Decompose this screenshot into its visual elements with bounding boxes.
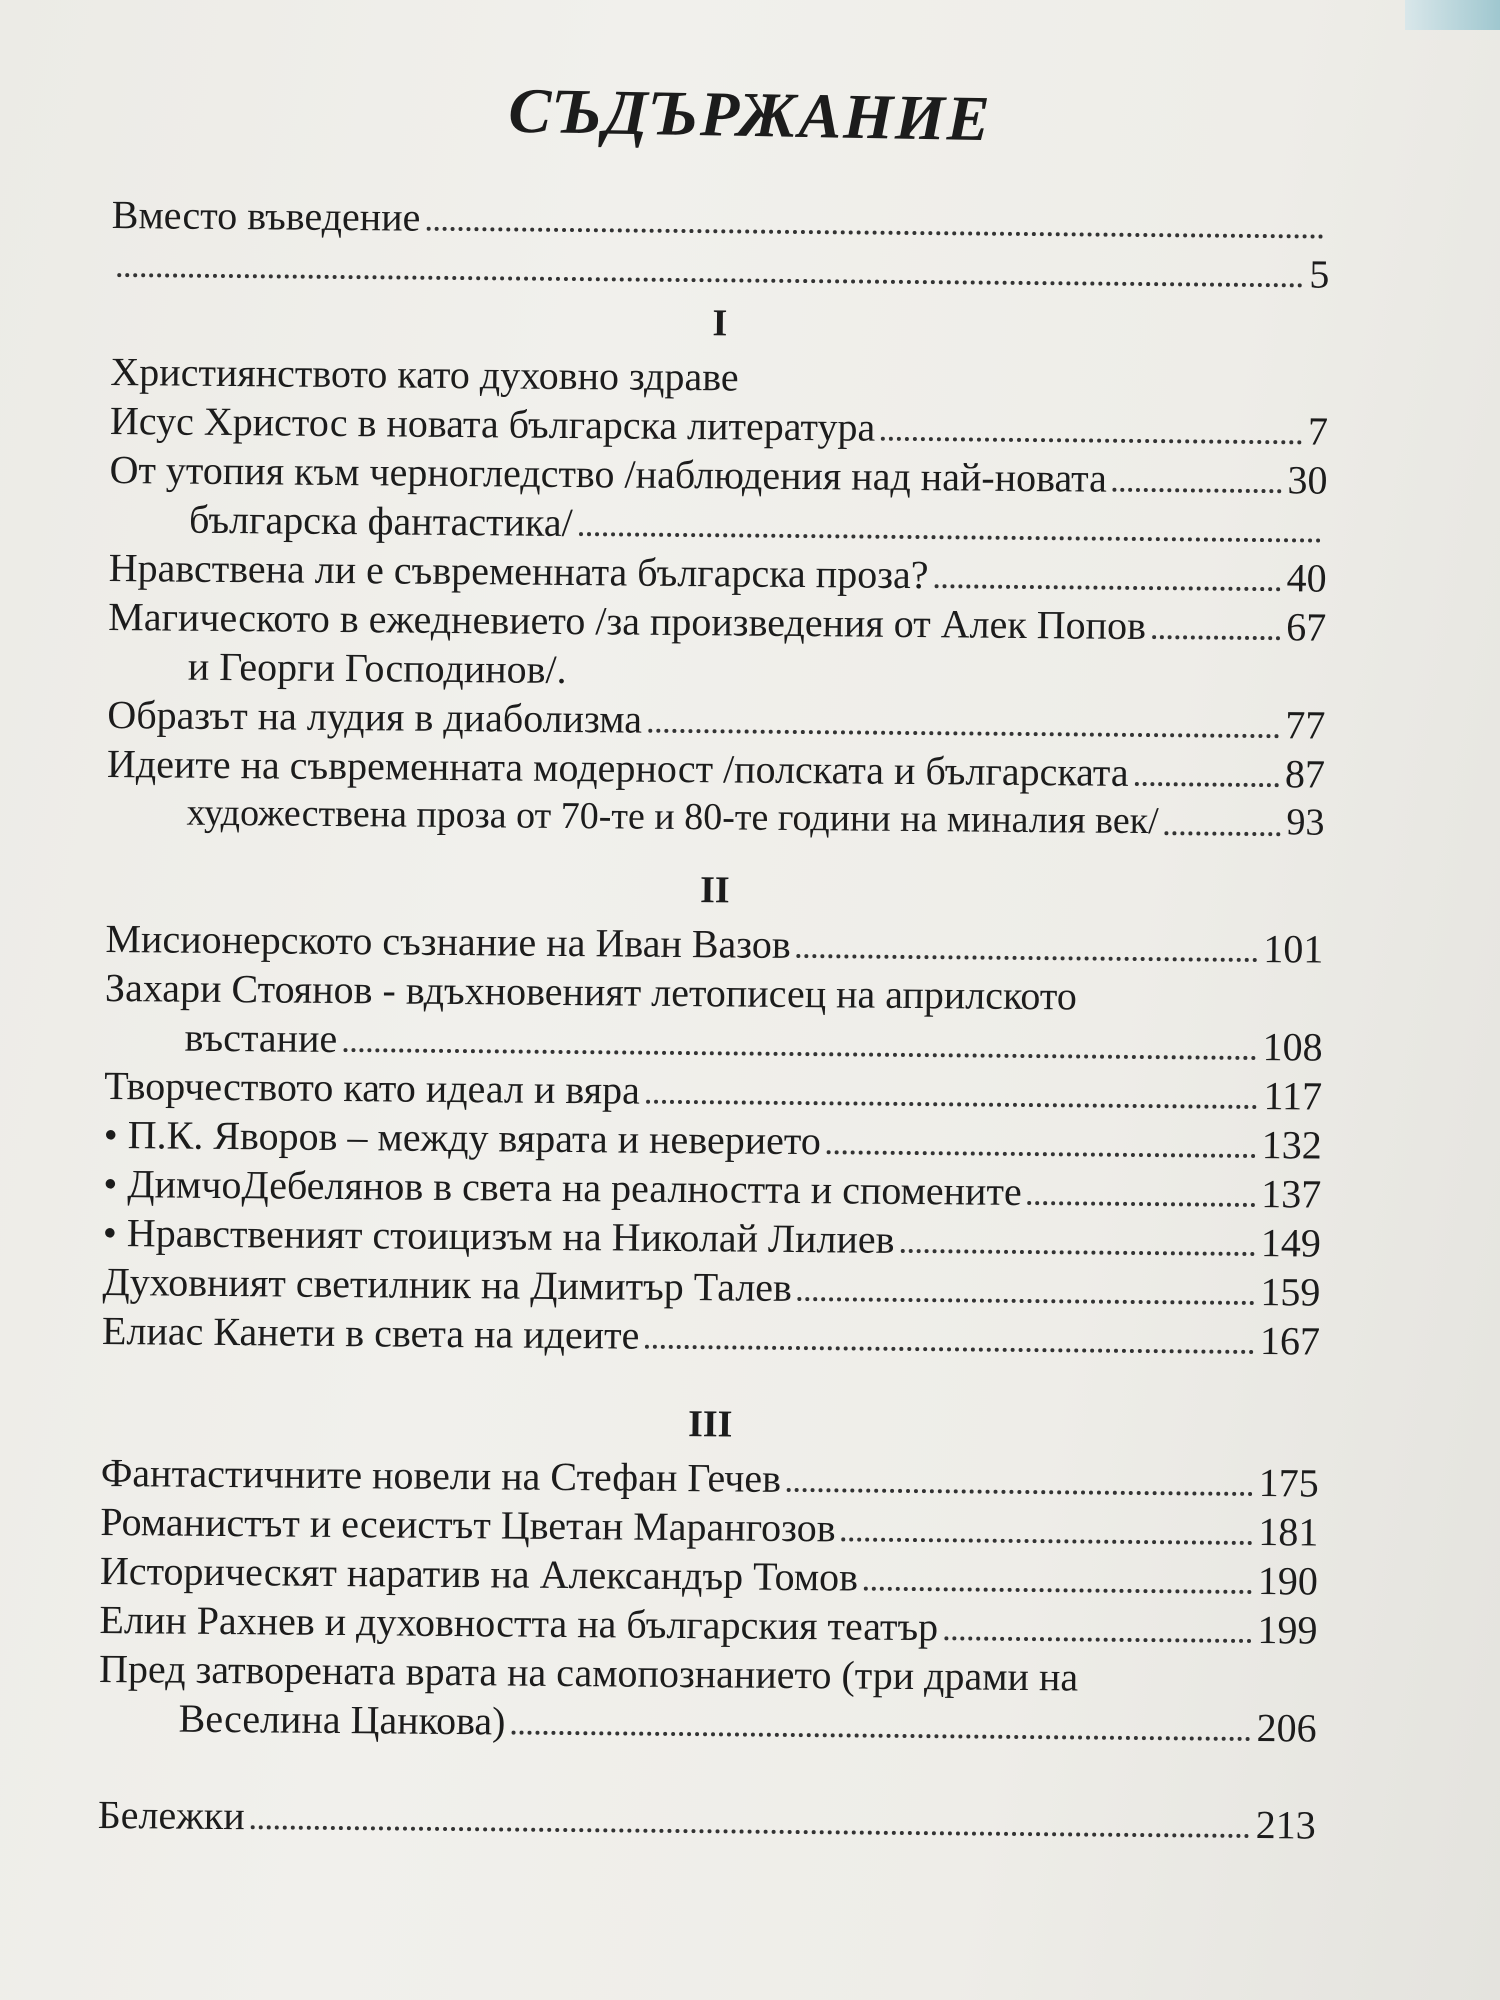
page-number: 87 xyxy=(1284,751,1326,797)
toc-entry-text: Нравствена ли е съвременната българска проза? xyxy=(108,544,929,598)
toc-entry-text: От утопия към черногледство /наблюдения над най-новата xyxy=(109,446,1108,501)
page-number: 159 xyxy=(1260,1269,1321,1315)
toc-entry-text: българска фантастика/ xyxy=(188,496,573,546)
dot-leader xyxy=(426,196,1324,238)
dot-leader xyxy=(511,1700,1250,1740)
dot-leader xyxy=(934,554,1280,591)
table-of-contents xyxy=(98,190,1330,1850)
toc-entry-continuation xyxy=(106,788,1324,848)
toc-entry-text: Елиас Канети в света на идеите xyxy=(101,1307,640,1358)
section-heading: I xyxy=(712,302,728,345)
toc-entry-text: Вместо въведение xyxy=(111,191,421,240)
toc-entry xyxy=(102,1306,1320,1366)
toc-entry-text: и Георги Господинов/. xyxy=(187,643,567,692)
toc-entry-text: Идеите на съвременната модерност /полската и българската xyxy=(106,740,1129,795)
dot-leader xyxy=(1135,751,1280,786)
toc-entry-text: художествена проза от 70-те и 80-те години на миналия век/ xyxy=(186,791,1159,843)
dot-leader xyxy=(827,1120,1256,1158)
dot-leader xyxy=(1028,1171,1256,1207)
dot-leader xyxy=(343,1018,1257,1060)
toc-entry-text: • ДимчоДебелянов в света на реалността и спомените xyxy=(103,1160,1022,1214)
dot-leader xyxy=(944,1606,1252,1643)
dot-leader xyxy=(1152,605,1281,640)
toc-entry-text: Духовният светилник на Димитър Талев xyxy=(102,1258,793,1310)
dot-leader xyxy=(646,1069,1258,1108)
toc-entry-text: Елин Рахнев и духовността на българския театър xyxy=(99,1596,939,1650)
dot-leader xyxy=(881,406,1302,444)
dot-leader xyxy=(645,1314,1254,1353)
toc-entry-text: Романистът и есеистът Цветан Марангозов xyxy=(100,1498,836,1551)
toc-entry-text: въстание xyxy=(184,1014,338,1061)
page-number: 137 xyxy=(1261,1171,1322,1217)
page-number: 108 xyxy=(1262,1024,1323,1070)
toc-entry-text: Магическото в ежедневието /за произведения от Алек Попов xyxy=(108,593,1147,649)
dot-leader xyxy=(251,1795,1250,1838)
dot-leader xyxy=(900,1218,1255,1255)
toc-entry-text: Веселина Цанкова) xyxy=(178,1695,506,1744)
page-number: 101 xyxy=(1263,926,1324,972)
page-number: 67 xyxy=(1286,604,1327,650)
dot-leader xyxy=(841,1507,1252,1545)
page-number: 77 xyxy=(1285,702,1326,748)
page-number: 40 xyxy=(1286,555,1327,601)
page-number: 149 xyxy=(1260,1220,1322,1266)
toc-entry-text: Християнството като духовно здраве xyxy=(110,348,739,400)
page-edge-decoration xyxy=(1405,0,1500,30)
section-heading: II xyxy=(699,869,730,912)
page-number: 167 xyxy=(1259,1318,1321,1364)
dot-leader xyxy=(797,924,1258,962)
toc-entry-text: Творчеството като идеал и вяра xyxy=(103,1062,641,1113)
dot-leader xyxy=(864,1556,1252,1593)
toc-entry-text: Бележки xyxy=(97,1791,245,1839)
dot-leader xyxy=(787,1457,1253,1495)
page-number: 199 xyxy=(1257,1607,1318,1653)
page-number: 5 xyxy=(1309,251,1330,297)
page-number: 30 xyxy=(1287,457,1328,503)
dot-leader xyxy=(579,502,1322,542)
toc-entry-text: Пред затворената врата на самопознанието (три драми на xyxy=(98,1645,1079,1700)
dot-leader xyxy=(117,243,1303,287)
toc-entry-text: Образът на лудия в диаболизма xyxy=(107,691,643,742)
page-number: 93 xyxy=(1286,801,1325,844)
toc-entry-intro-page-line xyxy=(111,239,1329,299)
dot-leader xyxy=(798,1267,1255,1305)
toc-entry-text: • П.К. Яворов – между вярата и неверието xyxy=(103,1111,822,1164)
page-number: 213 xyxy=(1255,1802,1316,1848)
page-number: 7 xyxy=(1307,408,1329,454)
page-number: 117 xyxy=(1263,1073,1323,1119)
toc-entry-text: Историческят наратив на Александър Томов xyxy=(99,1547,859,1600)
toc-entry-text: Мисионерското съзнание на Иван Вазов xyxy=(105,915,791,967)
page-number: 206 xyxy=(1256,1705,1317,1751)
toc-entry-text: Фантастичните новели на Стефан Гечев xyxy=(100,1449,782,1501)
dot-leader xyxy=(648,698,1280,738)
toc-entry-notes xyxy=(98,1790,1316,1850)
section-heading: III xyxy=(687,1403,733,1446)
toc-entry-text: Исус Христос в новата българска литература xyxy=(109,397,876,450)
page-number: 190 xyxy=(1257,1558,1319,1604)
page-title: СЪДЪРЖАНИЕ xyxy=(507,74,993,155)
toc-entry-text: • Нравственият стоицизъм на Николай Лилиев xyxy=(102,1209,895,1262)
dot-leader xyxy=(1113,457,1282,492)
page-number: 175 xyxy=(1258,1460,1319,1506)
page-number: 132 xyxy=(1261,1122,1322,1168)
toc-entry-text: Захари Стоянов - вдъхновеният летописец на априлското xyxy=(104,964,1078,1019)
dot-leader xyxy=(1165,801,1281,836)
page-number: 181 xyxy=(1258,1509,1319,1555)
